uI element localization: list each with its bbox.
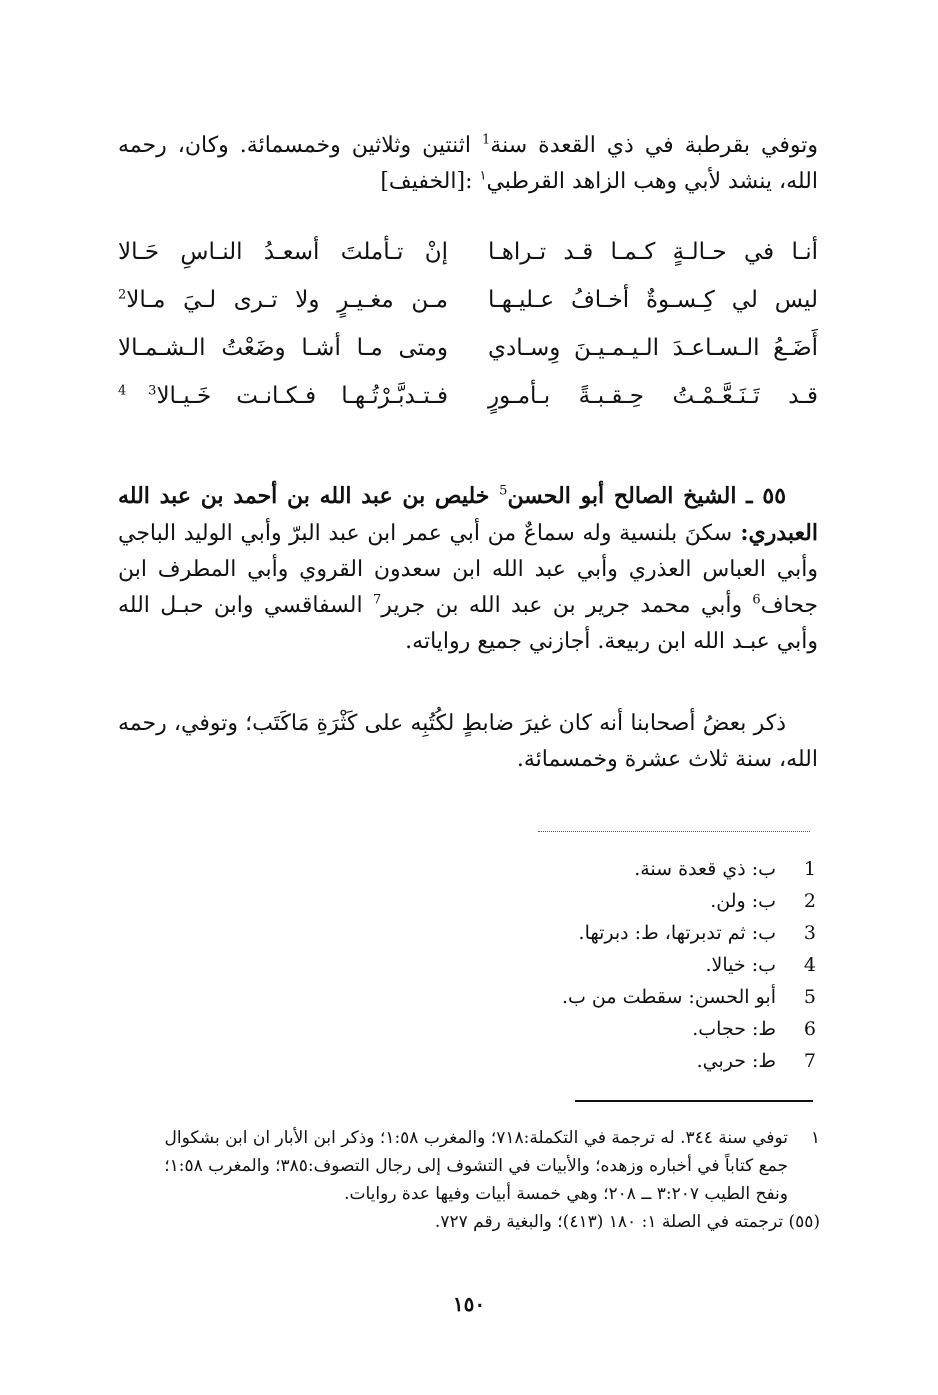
- note-number: 6: [803, 1018, 816, 1040]
- note-text: ط: حربي.: [696, 1050, 776, 1072]
- footnote-line: جمع كتاباً في أخباره وزهده؛ والأبيات في التشوف إلى رجال التصوف:٣٨٥؛ والمغرب ١:٥٨؛: [164, 1156, 788, 1176]
- note-ref-6: 6: [752, 592, 761, 608]
- biography-entry-55: [118, 478, 818, 660]
- biography-paragraph-2: [118, 706, 818, 778]
- note-text: ب: خيالا.: [705, 954, 776, 976]
- note-ref-5: 5: [499, 483, 508, 499]
- entry-number: ٥٥ ـ: [736, 483, 787, 509]
- note-number: 5: [803, 986, 816, 1008]
- note-text: ب: ذي قعدة سنة.: [634, 858, 776, 880]
- note-ref-1: 1: [482, 132, 491, 148]
- paragraph-text: ذكر بعضُ أصحابنا أنه كان غيرَ ضابطٍ لكُتُبِه على كَثْرَةِ مَاكَتَب؛ وتوفي، رحمه الله، سنة ثلاث عشرة وخمسمائة.: [118, 711, 818, 772]
- hemistich-text: فـتـدبَّـرْتُـهـا فـكـانـت خَـيـالا: [156, 383, 448, 409]
- verse-first-hemistich: أَضَـعُ الـسـاعـدَ الـيـمـيـنَ وِسـادي: [488, 335, 818, 361]
- intro-line1: وتوفي بقرطبة في ذي القعدة سنة: [490, 133, 818, 158]
- note-ref-7: 7: [372, 592, 382, 608]
- note-number: 2: [803, 890, 816, 912]
- footnote: [118, 1208, 820, 1236]
- note-ref-2: 2: [118, 287, 127, 303]
- intro-line1b: اثنتين وثلاثين وخمسمائة. وكان، رحمه الله،: [118, 133, 818, 194]
- entry-name-a: الشيخ الصالح أبو الحسن: [507, 483, 737, 509]
- variant-note: [296, 853, 816, 885]
- note-number: 4: [803, 954, 816, 976]
- verse-second-hemistich: [118, 383, 448, 409]
- dotted-separator: [538, 831, 810, 832]
- note-number: 3: [803, 922, 816, 944]
- verse-second-hemistich: ومتى مـا أشـا وضَعْتُ الـشـمـالا: [118, 335, 448, 361]
- verse-first-hemistich: أنـا في حـالـةٍ كـمـا قـد تـراهـا: [488, 239, 818, 265]
- variant-notes: [296, 853, 816, 1077]
- entry-text-c: السفاقسي وابن حبـل الله وأبي عبـد الله ابن ربيعة. أجازني جميع رواياته.: [118, 593, 818, 654]
- note-text: ب: ولن.: [710, 890, 776, 912]
- verse: [118, 372, 818, 420]
- footnote-line: توفي سنة ٣٤٤. له ترجمة في التكملة:٧١٨؛ والمغرب ١:٥٨؛ وذكر ابن الأبار ان ابن بشكوال: [164, 1128, 788, 1148]
- variant-note: [296, 1013, 816, 1045]
- variant-note: [296, 949, 816, 981]
- verse-first-hemistich: قـد تَـنَـعَّـمْـتُ حِـقـبـةً بـأمـورٍ: [488, 383, 818, 409]
- verse: [118, 324, 818, 372]
- note-text: أبو الحسن: سقطت من ب.: [561, 986, 776, 1008]
- verse: [118, 228, 818, 276]
- footnote-line: ونفح الطيب ٣:٢٠٧ ــ ٢٠٨؛ وهي خمسة أبيات وفيها عدة روايات.: [344, 1184, 788, 1204]
- intro-line2: ينشد لأبي وهب الزاهد القرطبي: [486, 169, 772, 194]
- note-ref-3-4: 3 4: [118, 383, 157, 399]
- page-number: ١٥٠: [452, 1292, 486, 1316]
- variant-note: [296, 917, 816, 949]
- verse-first-hemistich: ليس لي كِـسـوةٌ أخـافُ عـليـهـا: [488, 287, 818, 313]
- note-number: 1: [803, 858, 816, 880]
- note-text: ط: حجاب.: [692, 1018, 776, 1040]
- note-number: 7: [803, 1050, 816, 1072]
- footnote: [118, 1124, 820, 1152]
- footnote-line: (٥٥) ترجمته في الصلة ١: ١٨٠ (٤١٣)؛ والبغية رقم ٧٢٧.: [434, 1212, 820, 1232]
- footnote-ref-1: ١: [479, 168, 487, 184]
- variant-note: [296, 885, 816, 917]
- verse: [118, 276, 818, 324]
- poem: [118, 228, 818, 420]
- footnote-number: ١: [810, 1128, 820, 1148]
- footnotes: [118, 1124, 820, 1236]
- variant-note: [296, 1045, 816, 1077]
- hemistich-text: مـن مغـيـرٍ ولا تـرى لـيَ مـالا: [126, 287, 448, 313]
- entry-text-a: سكنَ بلنسية وله سماعٌ من أبي عمر ابن عبد البرّ وأبي الوليد الباجي وأبي العباس العذري وأبي عبد الله ابن سعدون القروي وأبي المطرف ابن جحاف: [118, 521, 819, 618]
- entry-text-b: وأبي محمد جرير بن عبد الله بن جرير: [381, 593, 753, 618]
- note-text: ب: ثم تدبرتها، ط: دبرتها.: [578, 922, 776, 944]
- entry-name-b: خليص بن عبد الله بن أحمد بن عبد الله العبدري:: [118, 483, 818, 546]
- footnote-rule: [575, 1100, 813, 1102]
- meter-label: :[الخفيف]: [380, 169, 480, 194]
- verse-second-hemistich: [118, 287, 448, 313]
- variant-note: [296, 981, 816, 1013]
- verse-second-hemistich: إنْ تـأملتَ أسعـدُ النـاسِ حَـالا: [118, 239, 448, 265]
- intro-paragraph: [118, 128, 818, 200]
